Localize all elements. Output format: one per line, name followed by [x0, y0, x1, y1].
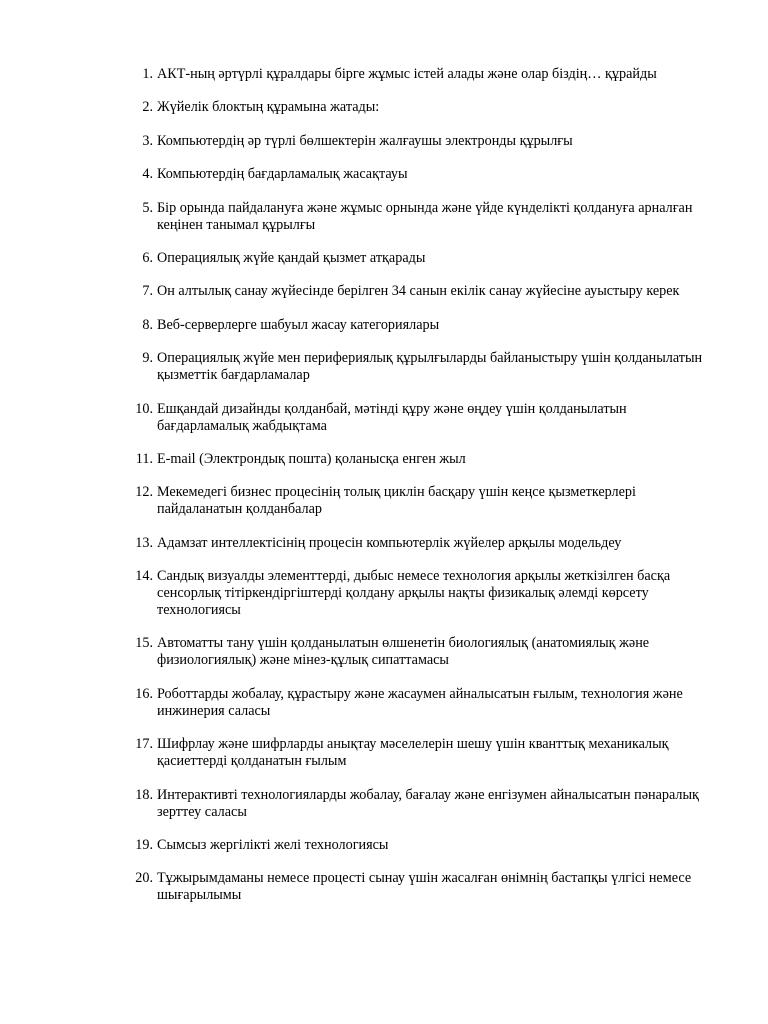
item-text: Адамзат интеллектісінің процесін компьютерлік жүйелер арқылы модельдеу [157, 534, 622, 551]
list-item [128, 837, 708, 854]
item-number: 9. [142, 350, 153, 367]
list-item [128, 736, 708, 770]
list-item [128, 401, 708, 435]
question-list [128, 66, 708, 921]
item-number: 5. [142, 199, 153, 216]
item-number: 17. [135, 736, 153, 753]
item-text: Ешқандай дизайнды қолданбай, мәтінді құру және өңдеу үшін қолданылатын бағдарламалық жабдықтама [157, 400, 627, 434]
list-item [128, 870, 708, 904]
item-text: АКТ-ның әртүрлі құралдары бірге жұмыс істей алады және олар біздің… құрайды [157, 66, 657, 82]
list-item [128, 686, 708, 720]
item-number: 3. [142, 132, 153, 149]
list-item [128, 317, 708, 334]
item-text: Компьютердің бағдарламалық жасақтауы [157, 166, 408, 183]
item-text: Операциялық жүйе қандай қызмет атқарады [157, 249, 426, 266]
list-item [128, 66, 708, 83]
item-text: Сымсыз жергілікті желі технологиясы [157, 837, 389, 854]
item-number: 12. [135, 484, 153, 501]
item-number: 14. [135, 568, 153, 585]
item-number: 1. [142, 66, 153, 82]
item-number: 11. [135, 450, 153, 467]
item-number: 16. [135, 685, 153, 702]
list-item [128, 200, 708, 234]
list-item [128, 350, 708, 384]
item-text: Тұжырымдаманы немесе процесті сынау үшін жасалған өнімнің бастапқы үлгісі немесе шығарылымы [157, 870, 692, 904]
list-item [128, 166, 708, 183]
item-text: Компьютердің әр түрлі бөлшектерін жалғаушы электронды құрылғы [157, 132, 573, 149]
item-text: Шифрлау және шифрларды анықтау мәселелерін шешу үшін кванттық механикалық қасиеттерді қолданатын ғылым [157, 736, 669, 770]
item-text: Бір орында пайдалануға және жұмыс орнында және үйде күнделікті қолдануға арналған кеңінен танымал құрылғы [157, 199, 693, 233]
item-number: 18. [135, 786, 153, 803]
item-number: 13. [135, 534, 153, 551]
item-number: 8. [142, 316, 153, 333]
list-item [128, 484, 708, 518]
item-number: 7. [142, 283, 153, 300]
list-item [128, 787, 708, 821]
list-item [128, 451, 708, 468]
list-item [128, 283, 708, 300]
list-item [128, 133, 708, 150]
item-text: Он алтылық санау жүйесінде берілген 34 санын екілік санау жүйесіне ауыстыру керек [157, 283, 680, 300]
item-text: Роботтарды жобалау, құрастыру және жасаумен айналысатын ғылым, технология және инжинерия саласы [157, 685, 683, 719]
item-text: Операциялық жүйе мен перифериялық құрылғыларды байланыстыру үшін қолданылатын қызметтік бағдарламалар [157, 350, 703, 384]
item-number: 6. [142, 249, 153, 266]
list-item [128, 99, 708, 116]
list-item [128, 568, 708, 619]
item-text: E-mail (Электрондық пошта) қоланысқа енген жыл [157, 450, 466, 467]
item-number: 19. [135, 837, 153, 854]
list-item [128, 635, 708, 669]
item-text: Жүйелік блоктың құрамына жатады: [157, 99, 380, 116]
item-number: 20. [135, 870, 153, 887]
item-number: 15. [135, 635, 153, 652]
item-number: 4. [142, 166, 153, 183]
item-number: 2. [142, 99, 153, 116]
item-text: Мекемедегі бизнес процесінің толық циклін басқару үшін кеңсе қызметкерлері пайдаланатын қолданбалар [157, 484, 636, 518]
item-text: Автоматты тану үшін қолданылатын өлшенетін биологиялық (анатомиялық және физиологиялық) және мінез-құлық сипаттамасы [157, 635, 650, 669]
item-text: Веб-серверлерге шабуыл жасау категориялары [157, 316, 440, 333]
list-item [128, 535, 708, 552]
item-text: Интерактивті технологияларды жобалау, бағалау және енгізумен айналысатын пәнаралық зерттеу саласы [157, 786, 699, 820]
item-number: 10. [135, 400, 153, 417]
list-item [128, 250, 708, 267]
item-text: Сандық визуалды элементтерді, дыбыс немесе технология арқылы жеткізілген басқа сенсорлық тітіркендіргіштерді қолдану арқылы нақты физикалық әлемді көрсету технологиясы [157, 568, 671, 619]
